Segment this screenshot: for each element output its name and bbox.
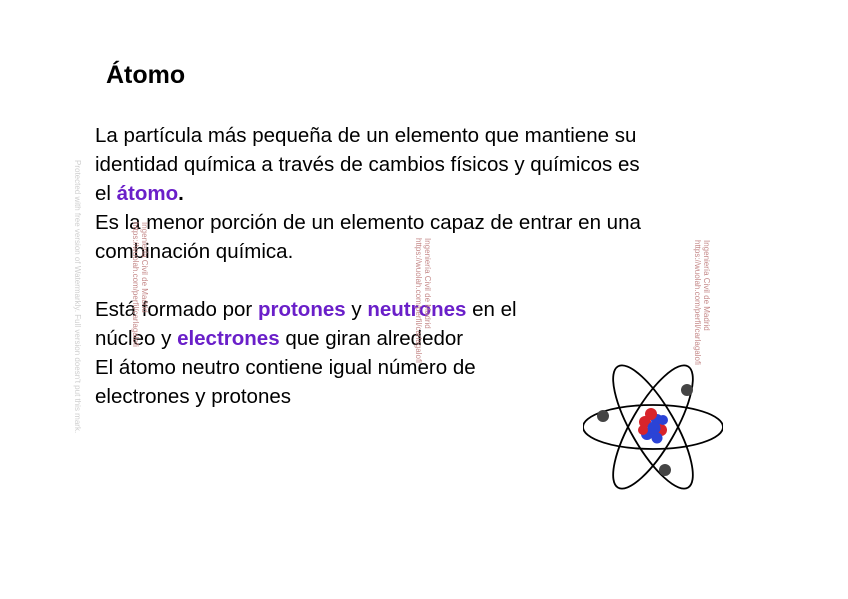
watermark-mid2-line-2: https://wuolah.com/perfil/carlagalofi xyxy=(414,238,423,363)
slide-title: Átomo xyxy=(106,61,186,89)
highlight-atomo: átomo xyxy=(116,182,179,205)
watermark-mid1-line-2: https://wuolah.com/perfil/carlagalofi xyxy=(131,222,140,347)
neutron xyxy=(658,415,668,425)
watermark-right-line-1: Ingeniería Civil de Madrid xyxy=(702,240,711,331)
neutron xyxy=(648,422,661,435)
paragraph-3-line-4: electrones y protones xyxy=(95,385,292,408)
text-fragment: Está formado por xyxy=(95,298,258,321)
paragraph-1-line-3 xyxy=(95,179,755,208)
highlight-electrones: electrones xyxy=(177,327,280,350)
text-fragment: el xyxy=(95,182,117,205)
text-fragment: que giran alrededor xyxy=(279,327,464,350)
highlight-neutrones: neutrones xyxy=(367,298,467,321)
proton xyxy=(645,408,657,420)
proton xyxy=(638,425,648,435)
electron xyxy=(681,384,693,396)
atom-illustration xyxy=(583,352,723,502)
text-fragment: y xyxy=(345,298,368,321)
paragraph-2-line-1: Es la menor porción de un elemento capaz de entrar en una xyxy=(95,211,641,234)
electron xyxy=(597,410,609,422)
watermark-mid1-line-1: Ingeniería Civil de Madrid xyxy=(140,222,149,313)
neutron xyxy=(652,433,663,444)
electron xyxy=(659,464,671,476)
watermark-right-line-2: https://wuolah.com/perfil/carlagalofi xyxy=(693,240,702,365)
paragraph-1-line-2: identidad química a través de cambios físicos y químicos es xyxy=(95,153,640,176)
text-fragment: núcleo y xyxy=(95,327,178,350)
paragraph-2-line-2: combinación química. xyxy=(95,240,294,263)
highlight-protones: protones xyxy=(257,298,346,321)
paragraph-1-line-1: La partícula más pequeña de un elemento que mantiene su xyxy=(95,124,637,147)
watermark-mid2-line-1: Ingeniería Civil de Madrid xyxy=(423,238,432,329)
paragraph-3-line-3: El átomo neutro contiene igual número de xyxy=(95,356,476,379)
text-fragment: . xyxy=(178,182,184,205)
nucleus xyxy=(638,408,668,444)
text-fragment: en el xyxy=(466,298,517,321)
watermark-left: Protected with free version of Watermarkly. Full version doesn't put this mark. xyxy=(73,160,82,434)
